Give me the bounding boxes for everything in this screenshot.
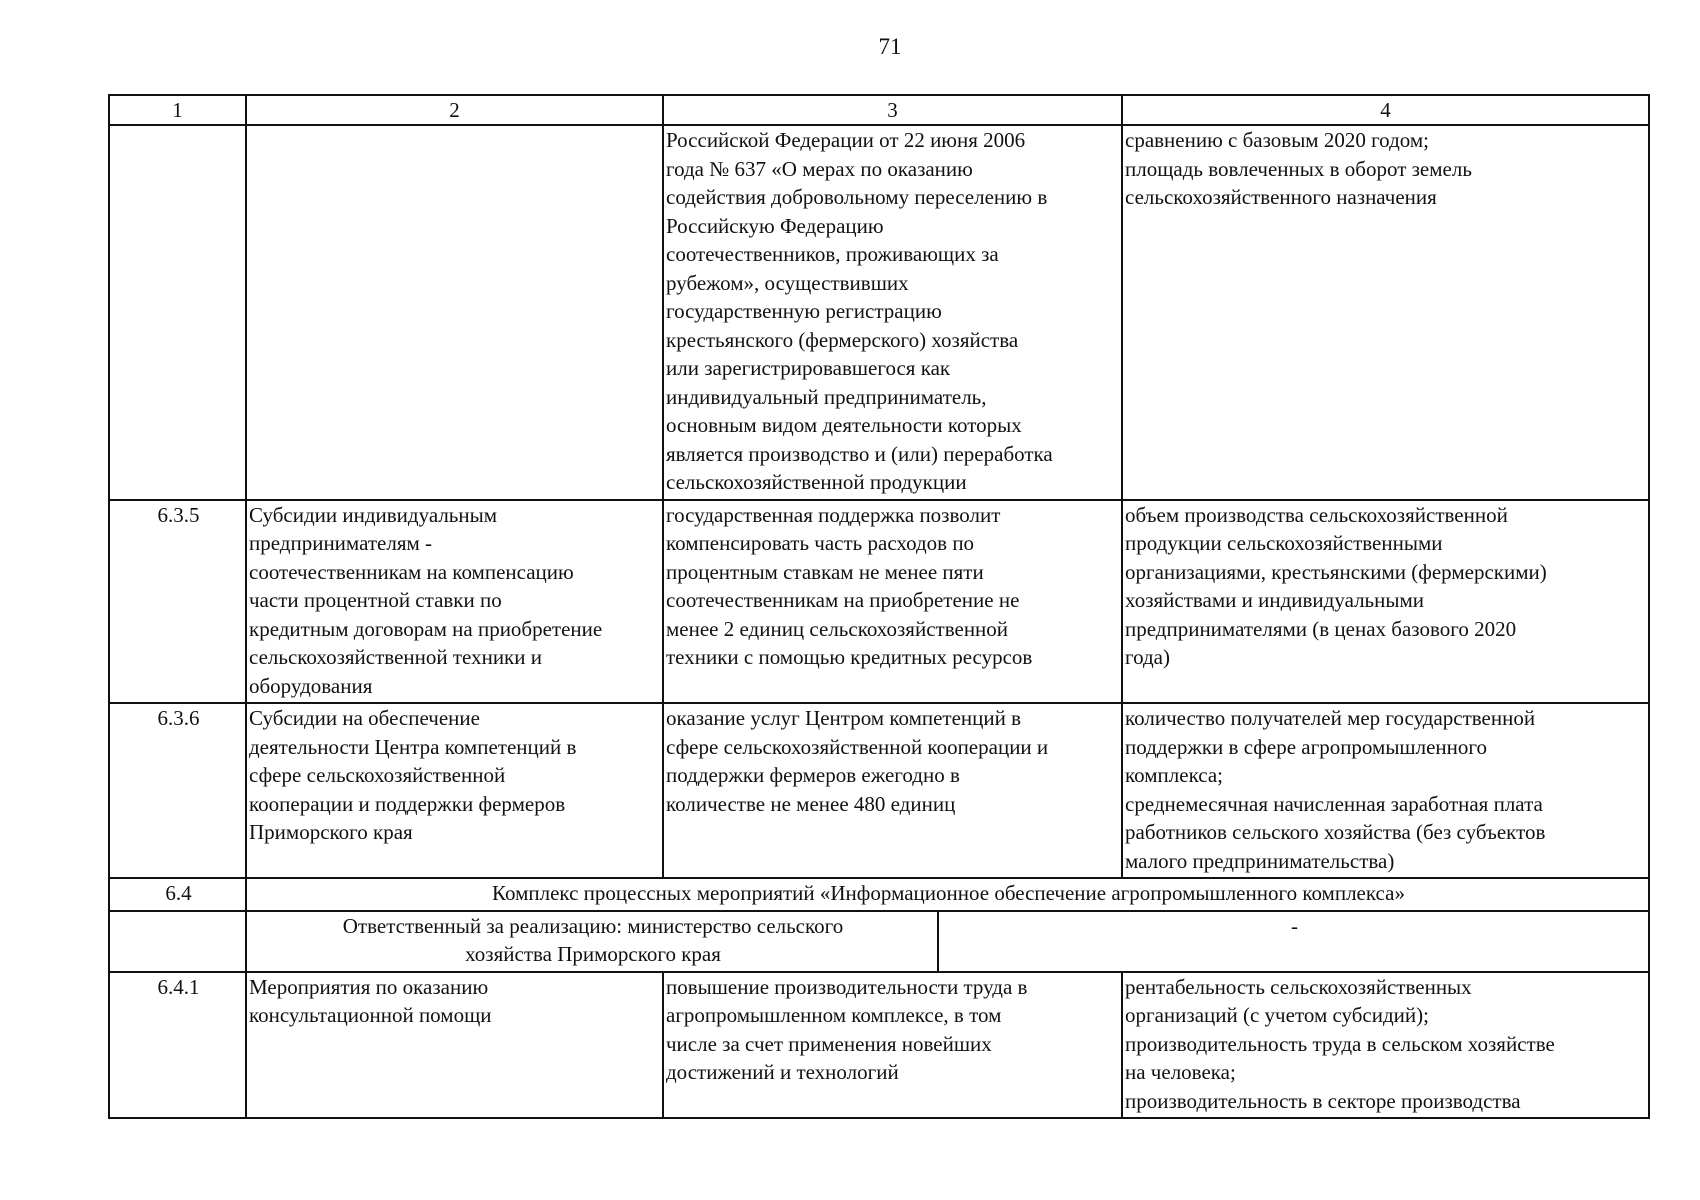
table-row-continuation — [109, 125, 1649, 500]
header-col-1: 1 — [109, 95, 246, 125]
page-number: 71 — [878, 34, 902, 59]
row-number-cell: 6.4 — [109, 878, 246, 911]
responsible-label-cell — [246, 911, 938, 972]
header-col-2: 2 — [246, 95, 663, 125]
header-col-3: 3 — [663, 95, 1122, 125]
responsible-label: Ответственный за реализацию: министерство сельского хозяйства Приморского края — [342, 913, 844, 966]
table-row-6-3-5 — [109, 500, 1649, 704]
expected-result-cell: повышение производительности труда в агропромышленном комплексе, в том числе за счет применения новейших достижений и технологий — [663, 972, 1122, 1119]
measure-name-cell: Субсидии индивидуальным предпринимателям - соотечественникам на компенсацию части процентной ставки по кредитным договорам на приобретение сельскохозяйственной техники и оборудования — [246, 500, 663, 704]
responsible-value-cell: - — [938, 911, 1649, 972]
row-number-cell — [109, 125, 246, 500]
indicator-cell: сравнению с базовым 2020 годом; площадь вовлеченных в оборот земель сельскохозяйственного назначения — [1122, 125, 1649, 500]
header-col-4: 4 — [1122, 95, 1649, 125]
measure-name-cell: Мероприятия по оказанию консультационной помощи — [246, 972, 663, 1119]
row-number-cell: 6.3.6 — [109, 703, 246, 878]
expected-result-cell: Российской Федерации от 22 июня 2006 года № 637 «О мерах по оказанию содействия добровольному переселению в Российскую Федерацию соотечественников, проживающих за рубежом», осуществивших государственную регистрацию крестьянского (фермерского) хозяйства или зарегистрировавшегося как индивидуальный предприниматель, основным видом деятельности которых является производство и (или) переработка сельскохозяйственной продукции — [663, 125, 1122, 500]
table-header-row — [109, 95, 1649, 125]
empty-cell — [109, 911, 246, 972]
indicator-cell: количество получателей мер государственной поддержки в сфере агропромышленного комплекса; среднемесячная начисленная заработная плата работников сельского хозяйства (без субъектов малого предпринимательства) — [1122, 703, 1649, 878]
indicator-cell: объем производства сельскохозяйственной продукции сельскохозяйственными организациями, крестьянскими (фермерскими) хозяйствами и индивидуальными предпринимателями (в ценах базового 2020 года) — [1122, 500, 1649, 704]
table-row-6-3-6 — [109, 703, 1649, 878]
row-number-cell: 6.3.5 — [109, 500, 246, 704]
expected-result-cell: государственная поддержка позволит компенсировать часть расходов по процентным ставкам не менее пяти соотечественникам на приобретение не менее 2 единиц сельскохозяйственной техники с помощью кредитных ресурсов — [663, 500, 1122, 704]
row-number-cell: 6.4.1 — [109, 972, 246, 1119]
table-row-6-4 — [109, 878, 1649, 911]
table-row-6-4-1 — [109, 972, 1649, 1119]
table-row-responsible — [109, 911, 1649, 972]
section-title-cell: Комплекс процессных мероприятий «Информационное обеспечение агропромышленного комплекса» — [246, 878, 1649, 911]
measure-name-cell: Субсидии на обеспечение деятельности Центра компетенций в сфере сельскохозяйственной кооперации и поддержки фермеров Приморского края — [246, 703, 663, 878]
expected-result-cell: оказание услуг Центром компетенций в сфере сельскохозяйственной кооперации и поддержки фермеров ежегодно в количестве не менее 480 единиц — [663, 703, 1122, 878]
measures-table — [108, 94, 1650, 1119]
indicator-cell: рентабельность сельскохозяйственных организаций (с учетом субсидий); производительность труда в сельском хозяйстве на человека; производительность в секторе производства — [1122, 972, 1649, 1119]
measure-name-cell — [246, 125, 663, 500]
